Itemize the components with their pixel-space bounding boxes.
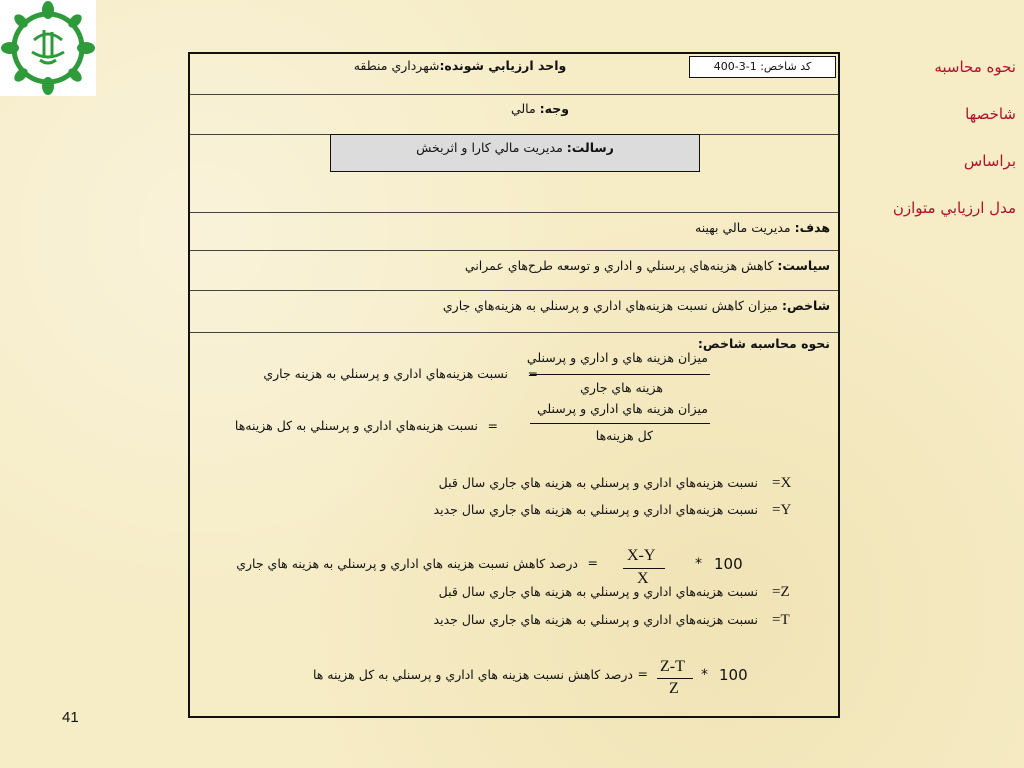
unit-line [250, 58, 670, 73]
indicator-label: شاخص: [781, 298, 830, 313]
formula3-multiply: * [695, 556, 702, 572]
calculation-title: نحوه محاسبه شاخص: [697, 336, 830, 351]
y-symbol: =Y [772, 502, 792, 518]
goal-line [695, 220, 830, 235]
policy-value: كاهش هزينه‌هاي پرسنلي و اداري و توسعه طرح‌هاي عمراني [464, 258, 774, 273]
side-title [866, 44, 1016, 232]
formula1-numerator: ميزان هزينه هاي و اداري و پرسنلي [526, 350, 708, 365]
unit-label: واحد ارزيابي شونده: [439, 58, 567, 73]
t-symbol: =T [772, 612, 790, 628]
mission-label: رسالت: [566, 140, 614, 155]
x-definition: نسبت هزينه‌هاي اداري و پرسنلي به هزينه هاي جاري سال قبل [438, 475, 758, 490]
goal-value: مديريت مالي بهينه [695, 220, 791, 235]
policy-line [465, 258, 830, 273]
formula3-lhs: درصد كاهش نسبت هزينه هاي اداري و پرسنلي به هزينه هاي جاري [236, 556, 578, 571]
indicator-line [443, 298, 830, 313]
side-title-line: شاخصها [965, 105, 1016, 123]
policy-label: سياست: [777, 258, 830, 273]
indicator-sheet [188, 52, 840, 718]
mission-row [190, 134, 838, 213]
formula4-fraction-bar [657, 678, 693, 679]
formula3-denominator: X [637, 570, 649, 587]
side-title-line: نحوه محاسبه [934, 58, 1016, 76]
formula2-denominator: كل هزينه‌ها [595, 428, 653, 443]
indicator-value: ميزان كاهش نسبت هزينه‌هاي اداري و پرسنلي به هزينه‌هاي جاري [442, 298, 778, 313]
indicator-row [190, 290, 838, 333]
policy-row [190, 250, 838, 291]
formula3-equals: = [587, 555, 598, 570]
side-title-line: مدل ارزيابي متوازن [892, 199, 1016, 217]
aspect-line [390, 101, 690, 116]
t-definition: نسبت هزينه‌هاي اداري و پرسنلي به هزينه هاي جاري سال جديد [433, 612, 758, 627]
formula2-numerator: ميزان هزينه هاي اداري و پرسنلي [536, 401, 708, 416]
z-definition: نسبت هزينه‌هاي اداري و پرسنلي به هزينه هاي جاري سال قبل [438, 584, 758, 599]
formula4-equals: = [637, 666, 648, 681]
z-symbol: =Z [772, 584, 790, 600]
side-title-line: براساس [963, 152, 1016, 170]
formula2-equals: = [487, 418, 498, 433]
formula3-fraction-bar [623, 568, 665, 569]
formula4-numerator: Z-T [660, 658, 685, 675]
formula1-denominator: هزينه هاي جاري [580, 380, 663, 395]
formula1-fraction-bar [530, 374, 710, 375]
goal-row [190, 212, 838, 251]
mission-value: مديريت مالي كارا و اثربخش [416, 140, 563, 155]
aspect-value: مالي [510, 101, 536, 116]
aspect-label: وجه: [539, 101, 570, 116]
formula3-numerator: X-Y [627, 547, 656, 564]
formula4-factor: 100 [719, 666, 748, 684]
formula2-fraction-bar [530, 423, 710, 424]
y-definition: نسبت هزينه‌هاي اداري و پرسنلي به هزينه هاي جاري سال جديد [433, 502, 758, 517]
aspect-row [190, 94, 838, 135]
formula3-factor: 100 [714, 555, 743, 573]
header-row [190, 54, 838, 95]
formula1-equals: = [527, 366, 538, 381]
unit-value: شهرداري منطقه [353, 58, 440, 73]
indicator-code: كد شاخص: 1-3-400 [689, 56, 836, 78]
page-number: 41 [62, 709, 79, 726]
mission-box [330, 134, 700, 172]
formula2-lhs: نسبت هزينه‌هاي اداري و پرسنلي به كل هزينه‌ها [234, 418, 478, 433]
formula4-denominator: Z [669, 680, 679, 697]
formula4-multiply: * [701, 667, 708, 683]
formula1-lhs: نسبت هزينه‌هاي اداري و پرسنلي به هزينه جاري [263, 366, 508, 381]
goal-label: هدف: [794, 220, 830, 235]
municipality-logo-icon [0, 0, 96, 96]
formula4-lhs: درصد كاهش نسبت هزينه هاي اداري و پرسنلي به كل هزينه ها [312, 667, 633, 682]
x-symbol: =X [772, 475, 792, 491]
